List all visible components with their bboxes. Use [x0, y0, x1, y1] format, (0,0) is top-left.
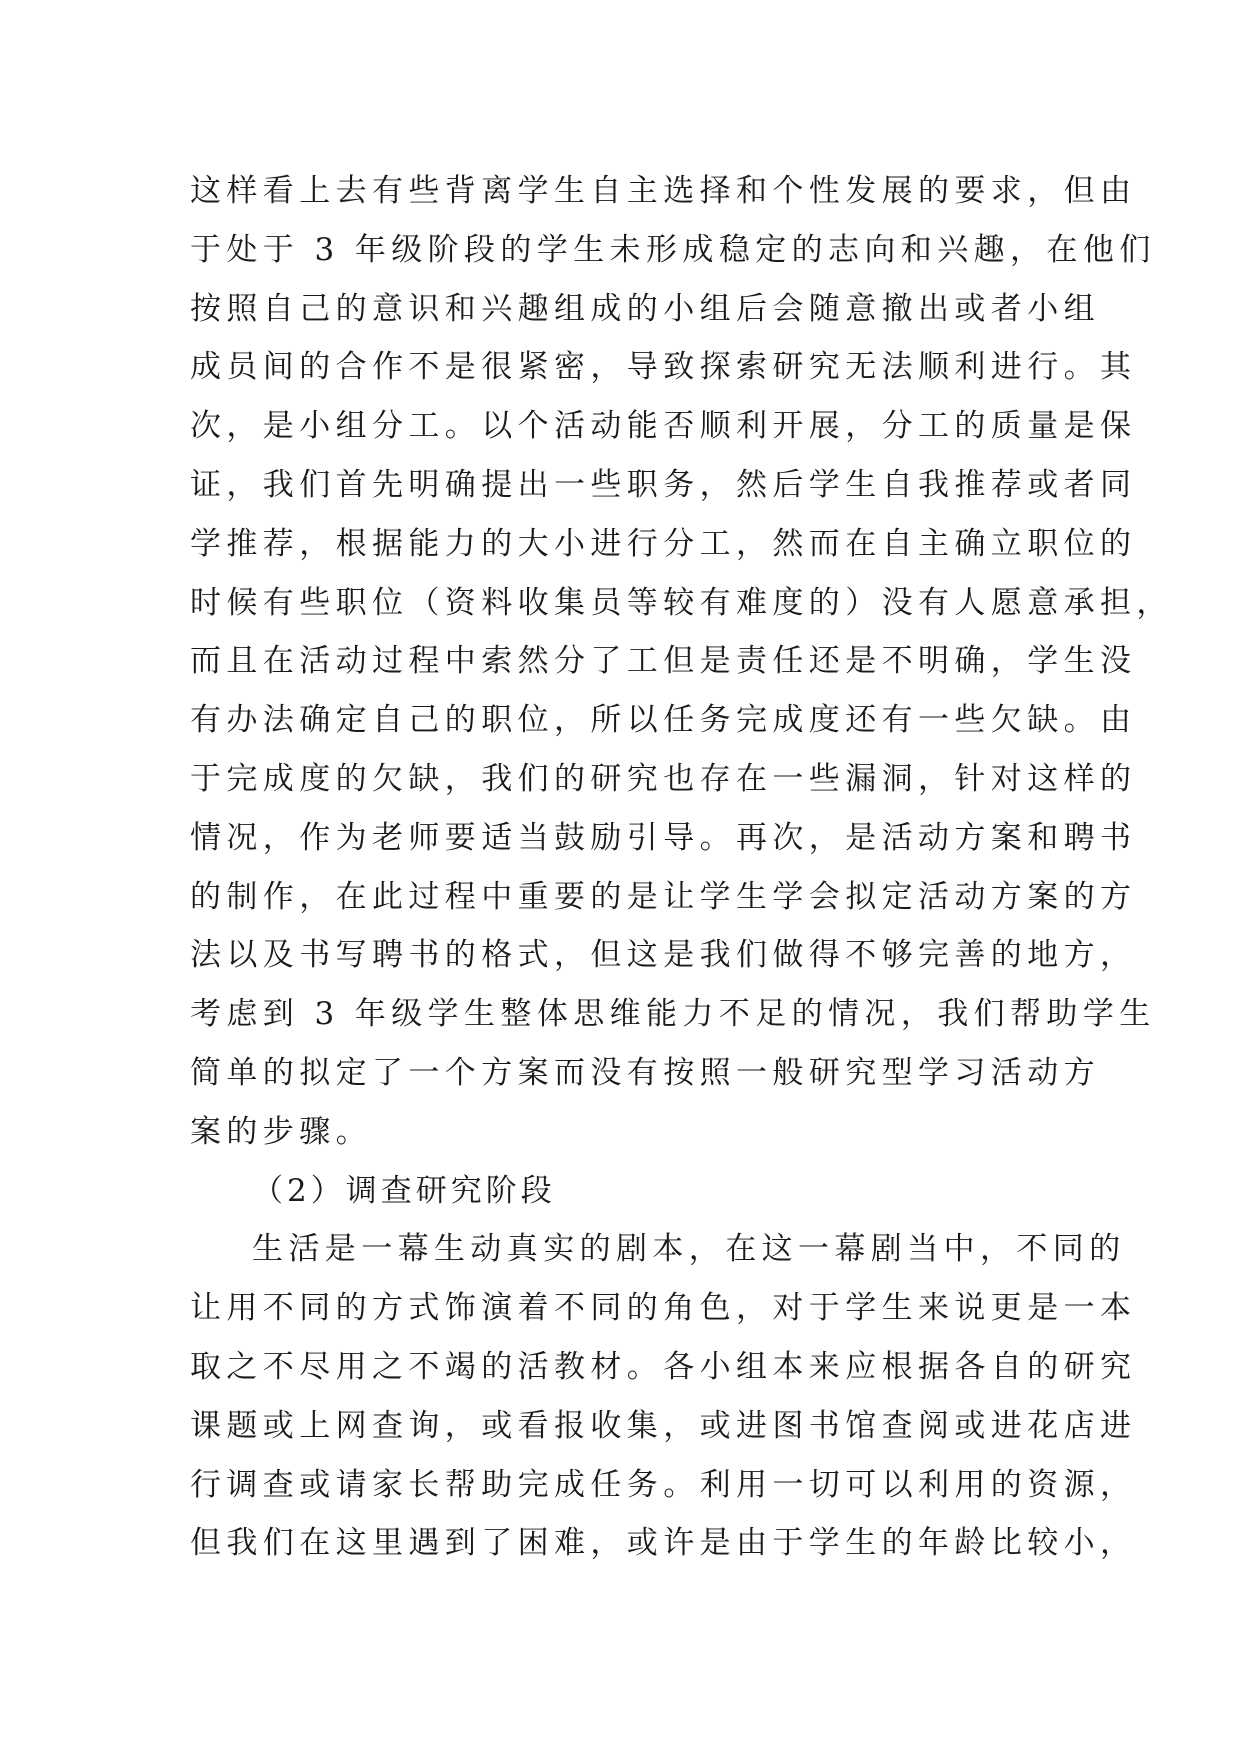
text-line: 于完成度的欠缺，我们的研究也存在一些漏洞，针对这样的 — [190, 760, 1137, 797]
text-line: 取之不尽用之不竭的活教材。各小组本来应根据各自的研究 — [190, 1348, 1137, 1385]
text-line: 但我们在这里遇到了困难，或许是由于学生的年龄比较小， — [190, 1525, 1137, 1562]
section-heading: （2）调查研究阶段 — [252, 1172, 556, 1209]
text-line: 课题或上网查询，或看报收集，或进图书馆查阅或进花店进 — [190, 1407, 1137, 1444]
document-body — [190, 162, 1173, 1573]
paragraph-1 — [190, 162, 1173, 1162]
text-line: 而且在活动过程中索然分了工但是责任还是不明确，学生没 — [190, 643, 1137, 680]
text-line: 法以及书写聘书的格式，但这是我们做得不够完善的地方， — [190, 937, 1137, 974]
text-line: 于处于 3 年级阶段的学生未形成稳定的志向和兴趣，在他们 — [190, 231, 1156, 268]
text-line: 学推荐，根据能力的大小进行分工，然而在自主确立职位的 — [190, 525, 1137, 562]
text-line: 案的步骤。 — [190, 1113, 372, 1150]
text-line: 的制作，在此过程中重要的是让学生学会拟定活动方案的方 — [190, 878, 1137, 915]
text-line: 次，是小组分工。以个活动能否顺利开展，分工的质量是保 — [190, 408, 1137, 445]
text-line: 考虑到 3 年级学生整体思维能力不足的情况，我们帮助学生 — [190, 996, 1156, 1033]
text-line: 行调查或请家长帮助完成任务。利用一切可以利用的资源， — [190, 1466, 1137, 1503]
paragraph-2 — [190, 1220, 1137, 1573]
text-line: 生活是一幕生动真实的剧本，在这一幕剧当中，不同的 — [252, 1231, 1126, 1268]
text-line: 证，我们首先明确提出一些职务，然后学生自我推荐或者同 — [190, 466, 1137, 503]
text-line: 情况，作为老师要适当鼓励引导。再次，是活动方案和聘书 — [190, 819, 1137, 856]
text-line: 让用不同的方式饰演着不同的角色，对于学生来说更是一本 — [190, 1290, 1137, 1327]
text-line: 成员间的合作不是很紧密，导致探索研究无法顺利进行。其 — [190, 349, 1137, 386]
text-line: 这样看上去有些背离学生自主选择和个性发展的要求，但由 — [190, 173, 1137, 209]
text-line: 有办法确定自己的职位，所以任务完成度还有一些欠缺。由 — [190, 702, 1137, 739]
text-line: 简单的拟定了一个方案而没有按照一般研究型学习活动方 — [190, 1054, 1100, 1091]
text-line: 时候有些职位（资料收集员等较有难度的）没有人愿意承担， — [190, 584, 1173, 621]
text-line: 按照自己的意识和兴趣组成的小组后会随意撤出或者小组 — [190, 290, 1100, 327]
